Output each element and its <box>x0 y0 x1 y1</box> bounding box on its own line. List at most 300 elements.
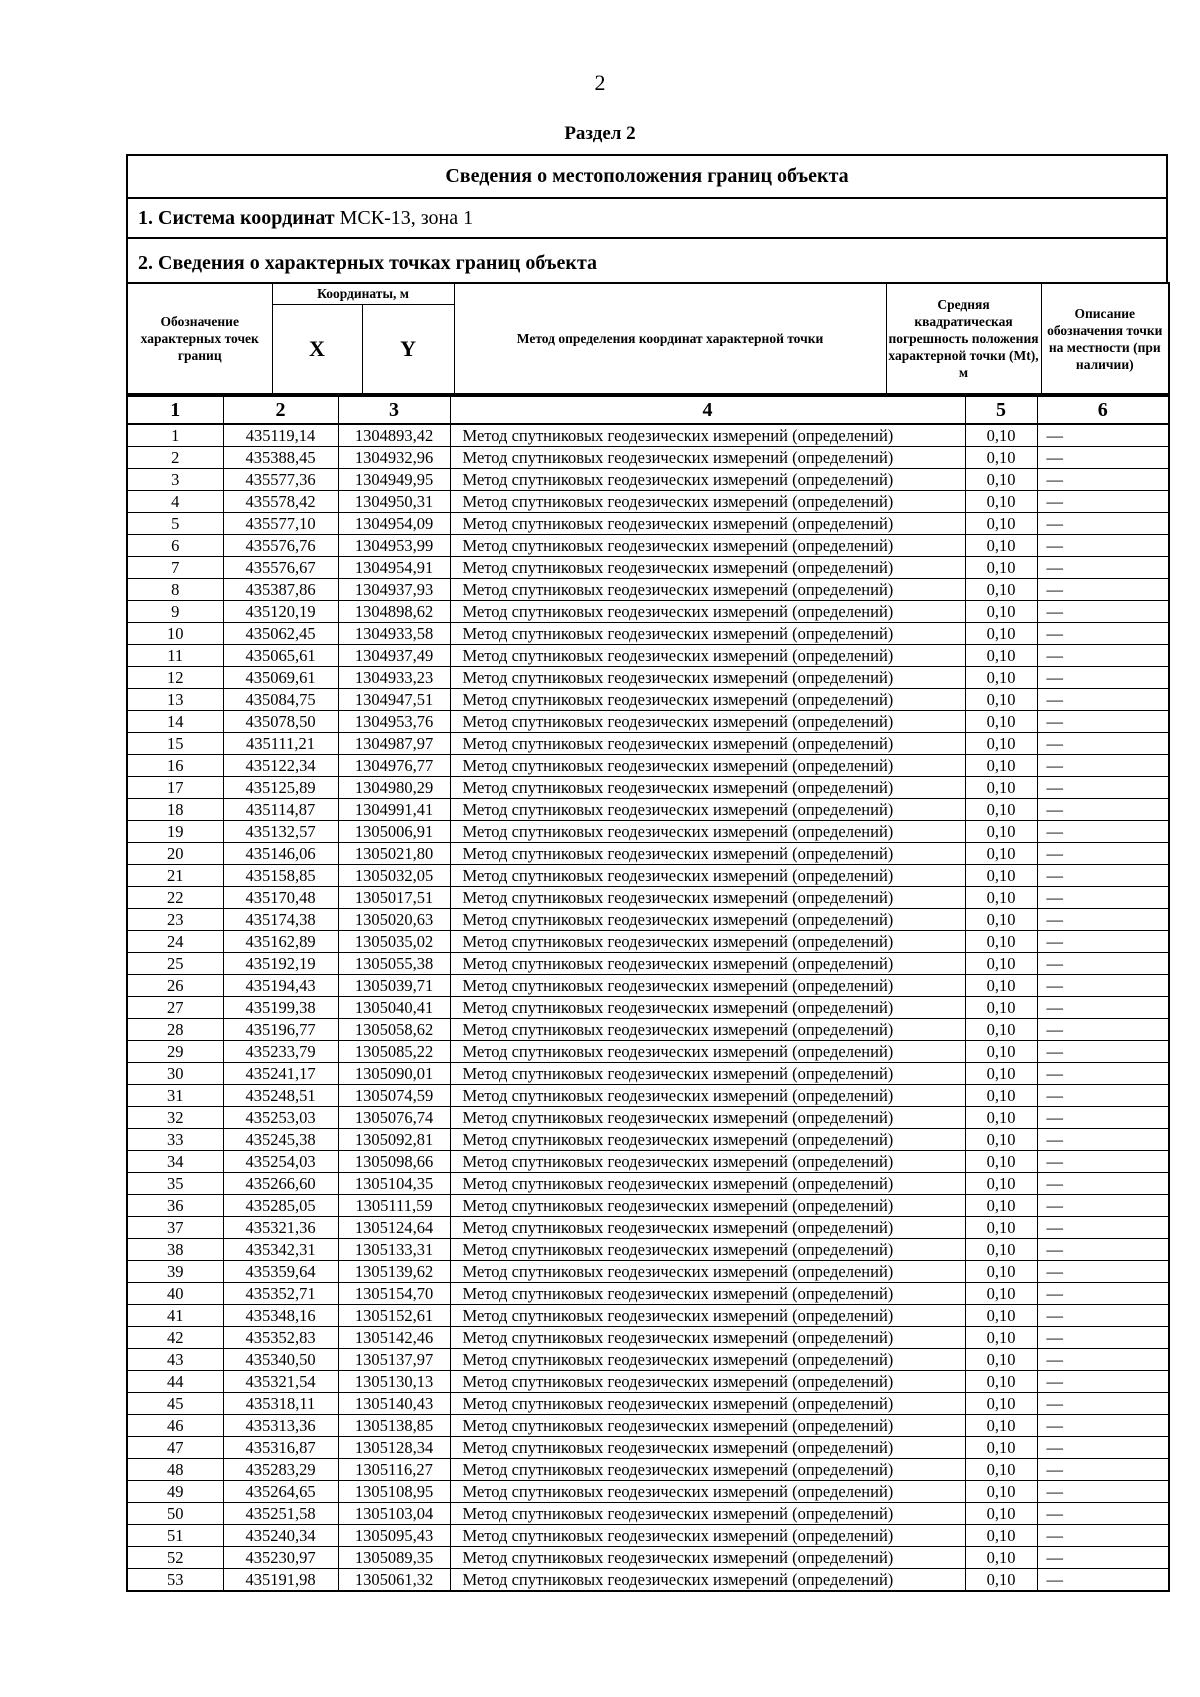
point-id: 51 <box>127 1525 223 1547</box>
error-value: 0,10 <box>965 1415 1037 1437</box>
x-value: 435194,43 <box>223 975 338 997</box>
error-value: 0,10 <box>965 1085 1037 1107</box>
column-numbers-row <box>127 396 1169 424</box>
table-row <box>127 909 1169 931</box>
error-value: 0,10 <box>965 1459 1037 1481</box>
error-value: 0,10 <box>965 623 1037 645</box>
description: — <box>1037 1305 1169 1327</box>
method: Метод спутниковых геодезических измерений (определений) <box>450 799 965 821</box>
x-value: 435192,19 <box>223 953 338 975</box>
y-value: 1304976,77 <box>338 755 450 777</box>
y-value: 1305074,59 <box>338 1085 450 1107</box>
point-id: 29 <box>127 1041 223 1063</box>
y-value: 1304954,91 <box>338 557 450 579</box>
table-row <box>127 579 1169 601</box>
point-id: 1 <box>127 424 223 447</box>
y-value: 1305098,66 <box>338 1151 450 1173</box>
point-id: 6 <box>127 535 223 557</box>
x-value: 435078,50 <box>223 711 338 733</box>
method: Метод спутниковых геодезических измерений (определений) <box>450 1019 965 1041</box>
description: — <box>1037 1041 1169 1063</box>
method: Метод спутниковых геодезических измерений (определений) <box>450 1195 965 1217</box>
description: — <box>1037 931 1169 953</box>
description: — <box>1037 1151 1169 1173</box>
point-id: 17 <box>127 777 223 799</box>
method: Метод спутниковых геодезических измерений (определений) <box>450 821 965 843</box>
table-row <box>127 535 1169 557</box>
table-row <box>127 1415 1169 1437</box>
y-value: 1305039,71 <box>338 975 450 997</box>
method: Метод спутниковых геодезических измерений (определений) <box>450 1041 965 1063</box>
table-row <box>127 1459 1169 1481</box>
y-value: 1305116,27 <box>338 1459 450 1481</box>
y-value: 1305020,63 <box>338 909 450 931</box>
table-row <box>127 1217 1169 1239</box>
y-value: 1304898,62 <box>338 601 450 623</box>
description: — <box>1037 1371 1169 1393</box>
header-x: X <box>272 304 362 394</box>
description: — <box>1037 953 1169 975</box>
method: Метод спутниковых геодезических измерений (определений) <box>450 1481 965 1503</box>
table-row <box>127 1371 1169 1393</box>
description: — <box>1037 469 1169 491</box>
point-id: 49 <box>127 1481 223 1503</box>
description: — <box>1037 1327 1169 1349</box>
method: Метод спутниковых геодезических измерений (определений) <box>450 491 965 513</box>
description: — <box>1037 777 1169 799</box>
description: — <box>1037 711 1169 733</box>
points-label: 2. Сведения о характерных точках границ объекта <box>138 252 598 274</box>
x-value: 435240,34 <box>223 1525 338 1547</box>
y-value: 1305152,61 <box>338 1305 450 1327</box>
description: — <box>1037 909 1169 931</box>
error-value: 0,10 <box>965 1107 1037 1129</box>
x-value: 435065,61 <box>223 645 338 667</box>
error-value: 0,10 <box>965 1261 1037 1283</box>
description: — <box>1037 1239 1169 1261</box>
table-row <box>127 755 1169 777</box>
y-value: 1305111,59 <box>338 1195 450 1217</box>
table-row <box>127 1019 1169 1041</box>
point-id: 10 <box>127 623 223 645</box>
description: — <box>1037 997 1169 1019</box>
point-id: 24 <box>127 931 223 953</box>
x-value: 435162,89 <box>223 931 338 953</box>
boundary-info-frame <box>126 154 1168 1592</box>
method: Метод спутниковых геодезических измерений (определений) <box>450 535 965 557</box>
method: Метод спутниковых геодезических измерений (определений) <box>450 579 965 601</box>
description: — <box>1037 865 1169 887</box>
points-table <box>126 395 1170 1592</box>
description: — <box>1037 755 1169 777</box>
point-id: 32 <box>127 1107 223 1129</box>
error-value: 0,10 <box>965 1393 1037 1415</box>
x-value: 435313,36 <box>223 1415 338 1437</box>
table-row <box>127 623 1169 645</box>
method: Метод спутниковых геодезических измерений (определений) <box>450 645 965 667</box>
x-value: 435348,16 <box>223 1305 338 1327</box>
table-row <box>127 1481 1169 1503</box>
x-value: 435191,98 <box>223 1569 338 1592</box>
method: Метод спутниковых геодезических измерений (определений) <box>450 777 965 799</box>
point-id: 26 <box>127 975 223 997</box>
coord-system-value: МСК-13, зона 1 <box>334 207 474 229</box>
error-value: 0,10 <box>965 447 1037 469</box>
point-id: 14 <box>127 711 223 733</box>
table-row <box>127 667 1169 689</box>
point-id: 43 <box>127 1349 223 1371</box>
method: Метод спутниковых геодезических измерений (определений) <box>450 601 965 623</box>
description: — <box>1037 843 1169 865</box>
x-value: 435578,42 <box>223 491 338 513</box>
y-value: 1305017,51 <box>338 887 450 909</box>
x-value: 435158,85 <box>223 865 338 887</box>
error-value: 0,10 <box>965 799 1037 821</box>
point-id: 41 <box>127 1305 223 1327</box>
method: Метод спутниковых геодезических измерений (определений) <box>450 1415 965 1437</box>
y-value: 1305032,05 <box>338 865 450 887</box>
point-id: 11 <box>127 645 223 667</box>
error-value: 0,10 <box>965 1217 1037 1239</box>
error-value: 0,10 <box>965 1371 1037 1393</box>
y-value: 1304937,49 <box>338 645 450 667</box>
method: Метод спутниковых геодезических измерений (определений) <box>450 1305 965 1327</box>
table-row <box>127 424 1169 447</box>
method: Метод спутниковых геодезических измерений (определений) <box>450 733 965 755</box>
page-number: 2 <box>594 70 606 95</box>
error-value: 0,10 <box>965 557 1037 579</box>
point-id: 25 <box>127 953 223 975</box>
error-value: 0,10 <box>965 843 1037 865</box>
error-value: 0,10 <box>965 1019 1037 1041</box>
x-value: 435342,31 <box>223 1239 338 1261</box>
y-value: 1305142,46 <box>338 1327 450 1349</box>
y-value: 1305124,64 <box>338 1217 450 1239</box>
method: Метод спутниковых геодезических измерений (определений) <box>450 1173 965 1195</box>
point-id: 47 <box>127 1437 223 1459</box>
point-id: 8 <box>127 579 223 601</box>
table-row <box>127 601 1169 623</box>
method: Метод спутниковых геодезических измерений (определений) <box>450 843 965 865</box>
x-value: 435340,50 <box>223 1349 338 1371</box>
point-id: 35 <box>127 1173 223 1195</box>
x-value: 435316,87 <box>223 1437 338 1459</box>
description: — <box>1037 1063 1169 1085</box>
x-value: 435233,79 <box>223 1041 338 1063</box>
description: — <box>1037 821 1169 843</box>
error-value: 0,10 <box>965 1547 1037 1569</box>
method: Метод спутниковых геодезических измерений (определений) <box>450 711 965 733</box>
description: — <box>1037 689 1169 711</box>
table-row <box>127 1547 1169 1569</box>
x-value: 435577,10 <box>223 513 338 535</box>
x-value: 435069,61 <box>223 667 338 689</box>
table-row <box>127 975 1169 997</box>
y-value: 1305089,35 <box>338 1547 450 1569</box>
y-value: 1304953,99 <box>338 535 450 557</box>
x-value: 435577,36 <box>223 469 338 491</box>
table-row <box>127 799 1169 821</box>
table-row <box>127 469 1169 491</box>
point-id: 42 <box>127 1327 223 1349</box>
y-value: 1305061,32 <box>338 1569 450 1592</box>
method: Метод спутниковых геодезических измерений (определений) <box>450 1283 965 1305</box>
method: Метод спутниковых геодезических измерений (определений) <box>450 1327 965 1349</box>
point-id: 16 <box>127 755 223 777</box>
point-id: 9 <box>127 601 223 623</box>
x-value: 435266,60 <box>223 1173 338 1195</box>
error-value: 0,10 <box>965 535 1037 557</box>
method: Метод спутниковых геодезических измерений (определений) <box>450 689 965 711</box>
point-id: 20 <box>127 843 223 865</box>
point-id: 13 <box>127 689 223 711</box>
x-value: 435245,38 <box>223 1129 338 1151</box>
method: Метод спутниковых геодезических измерений (определений) <box>450 1393 965 1415</box>
y-value: 1305095,43 <box>338 1525 450 1547</box>
point-id: 15 <box>127 733 223 755</box>
method: Метод спутниковых геодезических измерений (определений) <box>450 1063 965 1085</box>
method: Метод спутниковых геодезических измерений (определений) <box>450 469 965 491</box>
description: — <box>1037 1459 1169 1481</box>
column-number: 5 <box>965 396 1037 424</box>
method: Метод спутниковых геодезических измерений (определений) <box>450 1107 965 1129</box>
description: — <box>1037 1437 1169 1459</box>
point-id: 38 <box>127 1239 223 1261</box>
x-value: 435285,05 <box>223 1195 338 1217</box>
point-id: 27 <box>127 997 223 1019</box>
method: Метод спутниковых геодезических измерений (определений) <box>450 1239 965 1261</box>
y-value: 1305139,62 <box>338 1261 450 1283</box>
error-value: 0,10 <box>965 1129 1037 1151</box>
x-value: 435388,45 <box>223 447 338 469</box>
error-value: 0,10 <box>965 491 1037 513</box>
point-id: 36 <box>127 1195 223 1217</box>
table-row <box>127 1173 1169 1195</box>
y-value: 1305090,01 <box>338 1063 450 1085</box>
point-id: 53 <box>127 1569 223 1592</box>
column-number: 3 <box>338 396 450 424</box>
table-row <box>127 1503 1169 1525</box>
table-row <box>127 1525 1169 1547</box>
table-row <box>127 1063 1169 1085</box>
point-id: 30 <box>127 1063 223 1085</box>
table-row <box>127 953 1169 975</box>
x-value: 435576,67 <box>223 557 338 579</box>
error-value: 0,10 <box>965 579 1037 601</box>
table-row <box>127 997 1169 1019</box>
error-value: 0,10 <box>965 1481 1037 1503</box>
error-value: 0,10 <box>965 469 1037 491</box>
table-row <box>127 1569 1169 1592</box>
point-id: 45 <box>127 1393 223 1415</box>
error-value: 0,10 <box>965 909 1037 931</box>
error-value: 0,10 <box>965 777 1037 799</box>
column-number: 2 <box>223 396 338 424</box>
method: Метод спутниковых геодезических измерений (определений) <box>450 975 965 997</box>
error-value: 0,10 <box>965 931 1037 953</box>
y-value: 1304950,31 <box>338 491 450 513</box>
error-value: 0,10 <box>965 733 1037 755</box>
error-value: 0,10 <box>965 1503 1037 1525</box>
x-value: 435170,48 <box>223 887 338 909</box>
y-value: 1304953,76 <box>338 711 450 733</box>
y-value: 1305130,13 <box>338 1371 450 1393</box>
description: — <box>1037 1547 1169 1569</box>
description: — <box>1037 1019 1169 1041</box>
table-row <box>127 645 1169 667</box>
x-value: 435254,03 <box>223 1151 338 1173</box>
error-value: 0,10 <box>965 689 1037 711</box>
point-id: 46 <box>127 1415 223 1437</box>
x-value: 435387,86 <box>223 579 338 601</box>
description: — <box>1037 1503 1169 1525</box>
point-id: 4 <box>127 491 223 513</box>
error-value: 0,10 <box>965 1041 1037 1063</box>
y-value: 1305055,38 <box>338 953 450 975</box>
x-value: 435241,17 <box>223 1063 338 1085</box>
point-id: 40 <box>127 1283 223 1305</box>
x-value: 435321,36 <box>223 1217 338 1239</box>
header-coords: Координаты, м <box>272 283 454 304</box>
x-value: 435174,38 <box>223 909 338 931</box>
description: — <box>1037 424 1169 447</box>
method: Метод спутниковых геодезических измерений (определений) <box>450 1525 965 1547</box>
point-id: 19 <box>127 821 223 843</box>
point-id: 5 <box>127 513 223 535</box>
method: Метод спутниковых геодезических измерений (определений) <box>450 1503 965 1525</box>
y-value: 1305104,35 <box>338 1173 450 1195</box>
description: — <box>1037 1129 1169 1151</box>
method: Метод спутниковых геодезических измерений (определений) <box>450 667 965 689</box>
method: Метод спутниковых геодезических измерений (определений) <box>450 1569 965 1592</box>
y-value: 1305076,74 <box>338 1107 450 1129</box>
description: — <box>1037 1349 1169 1371</box>
description: — <box>1037 887 1169 909</box>
error-value: 0,10 <box>965 513 1037 535</box>
error-value: 0,10 <box>965 1063 1037 1085</box>
y-value: 1305092,81 <box>338 1129 450 1151</box>
point-id: 52 <box>127 1547 223 1569</box>
table-row <box>127 1327 1169 1349</box>
x-value: 435199,38 <box>223 997 338 1019</box>
table-row <box>127 1283 1169 1305</box>
error-value: 0,10 <box>965 1569 1037 1592</box>
description: — <box>1037 645 1169 667</box>
description: — <box>1037 1085 1169 1107</box>
x-value: 435125,89 <box>223 777 338 799</box>
method: Метод спутниковых геодезических измерений (определений) <box>450 447 965 469</box>
x-value: 435352,71 <box>223 1283 338 1305</box>
point-id: 34 <box>127 1151 223 1173</box>
description: — <box>1037 1415 1169 1437</box>
error-value: 0,10 <box>965 1349 1037 1371</box>
error-value: 0,10 <box>965 1437 1037 1459</box>
x-value: 435251,58 <box>223 1503 338 1525</box>
description: — <box>1037 1481 1169 1503</box>
description: — <box>1037 799 1169 821</box>
method: Метод спутниковых геодезических измерений (определений) <box>450 1261 965 1283</box>
error-value: 0,10 <box>965 1151 1037 1173</box>
point-id: 7 <box>127 557 223 579</box>
x-value: 435283,29 <box>223 1459 338 1481</box>
point-id: 28 <box>127 1019 223 1041</box>
x-value: 435248,51 <box>223 1085 338 1107</box>
y-value: 1304933,23 <box>338 667 450 689</box>
description: — <box>1037 733 1169 755</box>
error-value: 0,10 <box>965 601 1037 623</box>
y-value: 1304949,95 <box>338 469 450 491</box>
description: — <box>1037 975 1169 997</box>
method: Метод спутниковых геодезических измерений (определений) <box>450 1349 965 1371</box>
x-value: 435062,45 <box>223 623 338 645</box>
point-id: 23 <box>127 909 223 931</box>
error-value: 0,10 <box>965 1283 1037 1305</box>
header-method: Метод определения координат характерной точки <box>454 283 886 394</box>
y-value: 1305021,80 <box>338 843 450 865</box>
point-id: 50 <box>127 1503 223 1525</box>
method: Метод спутниковых геодезических измерений (определений) <box>450 557 965 579</box>
section-title: Раздел 2 <box>564 123 636 144</box>
header-description: Описание обозначения точки на местности (при наличии) <box>1041 283 1169 394</box>
method: Метод спутниковых геодезических измерений (определений) <box>450 1459 965 1481</box>
y-value: 1304987,97 <box>338 733 450 755</box>
box-title: Сведения о местоположения границ объекта <box>128 156 1166 199</box>
method: Метод спутниковых геодезических измерений (определений) <box>450 887 965 909</box>
point-id: 21 <box>127 865 223 887</box>
point-id: 12 <box>127 667 223 689</box>
method: Метод спутниковых геодезических измерений (определений) <box>450 997 965 1019</box>
x-value: 435132,57 <box>223 821 338 843</box>
method: Метод спутниковых геодезических измерений (определений) <box>450 1217 965 1239</box>
y-value: 1305035,02 <box>338 931 450 953</box>
y-value: 1305058,62 <box>338 1019 450 1041</box>
header-box <box>126 154 1168 282</box>
error-value: 0,10 <box>965 887 1037 909</box>
column-number: 4 <box>450 396 965 424</box>
table-row <box>127 843 1169 865</box>
x-value: 435122,34 <box>223 755 338 777</box>
description: — <box>1037 1173 1169 1195</box>
description: — <box>1037 1217 1169 1239</box>
y-value: 1304991,41 <box>338 799 450 821</box>
error-value: 0,10 <box>965 865 1037 887</box>
method: Метод спутниковых геодезических измерений (определений) <box>450 909 965 931</box>
error-value: 0,10 <box>965 953 1037 975</box>
table-row <box>127 1129 1169 1151</box>
method: Метод спутниковых геодезических измерений (определений) <box>450 1085 965 1107</box>
table-row <box>127 1305 1169 1327</box>
error-value: 0,10 <box>965 1239 1037 1261</box>
table-row <box>127 1437 1169 1459</box>
error-value: 0,10 <box>965 424 1037 447</box>
x-value: 435576,76 <box>223 535 338 557</box>
x-value: 435318,11 <box>223 1393 338 1415</box>
error-value: 0,10 <box>965 1173 1037 1195</box>
table-row <box>127 821 1169 843</box>
table-row <box>127 1261 1169 1283</box>
y-value: 1304937,93 <box>338 579 450 601</box>
error-value: 0,10 <box>965 1195 1037 1217</box>
y-value: 1305006,91 <box>338 821 450 843</box>
y-value: 1305133,31 <box>338 1239 450 1261</box>
method: Метод спутниковых геодезических измерений (определений) <box>450 1371 965 1393</box>
error-value: 0,10 <box>965 711 1037 733</box>
x-value: 435253,03 <box>223 1107 338 1129</box>
description: — <box>1037 623 1169 645</box>
y-value: 1304947,51 <box>338 689 450 711</box>
table-row <box>127 689 1169 711</box>
table-row <box>127 865 1169 887</box>
